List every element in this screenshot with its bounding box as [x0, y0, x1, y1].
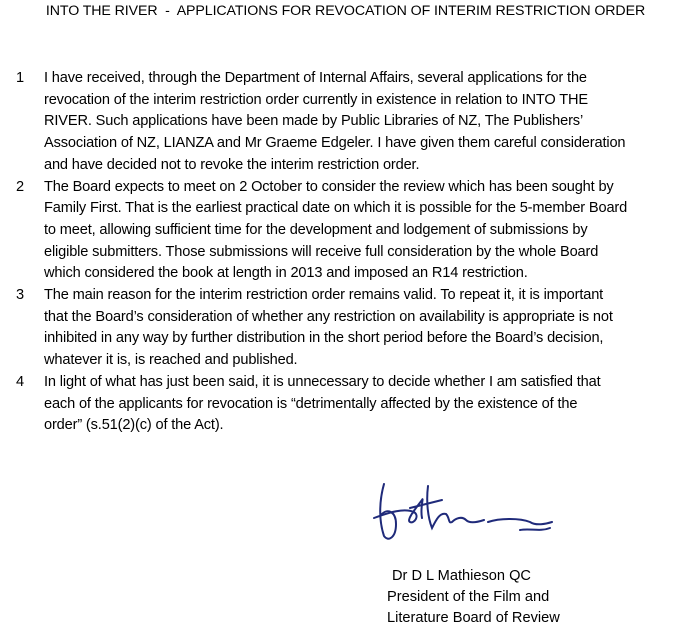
text-line: whatever it is, is reached and published. [44, 352, 298, 369]
text-line: that the Board’s consideration of whether any restriction on availability is appropriate is not [44, 308, 613, 325]
paragraph-number: 4 [16, 373, 25, 390]
text-line: order” (s.51(2)(c) of the Act). [44, 417, 224, 434]
paragraph [0, 372, 691, 437]
signatory-name: Dr D L Mathieson QC [392, 568, 531, 584]
handwritten-signature [370, 478, 560, 548]
text-line: revocation of the interim restriction order currently in existence in relation to INTO THE [44, 91, 588, 108]
text-line: inhibited in any way by further distribution in the short period before the Board’s decision, [44, 330, 604, 347]
paragraph-text [44, 68, 691, 177]
paragraph-text [44, 372, 691, 437]
text-line: Association of NZ, LIANZA and Mr Graeme Edgeler. I have given them careful consideration [44, 135, 626, 152]
paragraph-text [44, 177, 691, 286]
paragraph-number: 3 [16, 287, 25, 304]
paragraph-text [44, 285, 691, 372]
text-line: In light of what has just been said, it is unnecessary to decide whether I am satisfied that [44, 373, 601, 390]
paragraph [0, 68, 691, 177]
text-line: eligible submitters. Those submissions will receive full consideration by the whole Board [44, 243, 599, 260]
text-line: RIVER. Such applications have been made by Public Libraries of NZ, The Publishers’ [44, 113, 584, 130]
text-line: Family First. That is the earliest practical date on which it is possible for the 5-member Board [44, 200, 628, 217]
paragraph-number: 2 [16, 178, 25, 195]
text-line: The main reason for the interim restriction order remains valid. To repeat it, it is important [44, 287, 604, 304]
text-line: each of the applicants for revocation is “detrimentally affected by the existence of the [44, 395, 578, 412]
signatory-title-line-1: President of the Film and [387, 589, 550, 605]
numbered-paragraphs [0, 68, 691, 437]
signatory-title-line-2: Literature Board of Review [387, 610, 560, 626]
paragraph [0, 285, 691, 372]
text-line: The Board expects to meet on 2 October to consider the review which has been sought by [44, 178, 614, 195]
signature-block [387, 566, 560, 629]
paragraph-number: 1 [16, 70, 25, 86]
text-line: to meet, allowing sufficient time for the development and lodgement of submissions by [44, 221, 588, 238]
document-title: INTO THE RIVER - APPLICATIONS FOR REVOCATION OF INTERIM RESTRICTION ORDER [45, 3, 646, 19]
text-line: I have received, through the Department of Internal Affairs, several applications for the [44, 70, 587, 86]
paragraph [0, 177, 691, 286]
text-line: and have decided not to revoke the interim restriction order. [44, 156, 420, 173]
text-line: which considered the book at length in 2013 and imposed an R14 restriction. [44, 265, 528, 282]
